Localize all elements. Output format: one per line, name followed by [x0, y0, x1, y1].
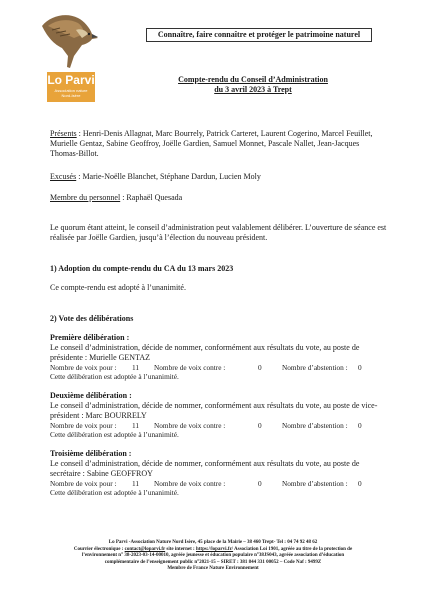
section-1-title: 1) Adoption du compte-rendu du CA du 13 mars 2023	[50, 264, 234, 273]
excuses-paragraph	[50, 172, 388, 182]
deliberation-3-result: Cette délibération est adoptée à l’unanimité.	[50, 488, 179, 497]
votes-contre-label: Nombre de voix contre :	[154, 363, 226, 372]
logo	[47, 72, 95, 102]
votes-contre-value: 0	[258, 421, 262, 430]
section-1-text: Ce compte-rendu est adopté à l’unanimité.	[50, 283, 186, 292]
footer-website-link[interactable]: https://loparvi.fr/	[195, 546, 234, 552]
deliberation-2	[50, 391, 388, 439]
logo-bird-image	[40, 8, 100, 70]
deliberation-2-title: Deuxième délibération :	[50, 391, 132, 400]
title-line-1: Compte-rendu du Conseil d’Administration	[178, 75, 328, 84]
votes-pour-value: 11	[132, 421, 140, 430]
footer-line-5: Membre de France Nature Environnement	[167, 566, 259, 572]
deliberation-1-votes	[50, 363, 388, 372]
personnel-label: Membre du personnel	[50, 193, 121, 202]
presents-paragraph	[50, 129, 388, 159]
votes-contre-value: 0	[258, 363, 262, 372]
quorum-paragraph: Le quorum étant atteint, le conseil d’administration peut valablement délibérer. L’ouverture de séance est réalisée par Joëlle Gardien, jusqu’à l’élection du nouveau président.	[50, 223, 387, 242]
footer-line-2-suffix: Association Loi 1901, agréée au titre de la protection de	[233, 546, 353, 552]
votes-pour-label: Nombre de voix pour :	[50, 363, 117, 372]
title-line-2: du 3 avril 2023 à Trept	[214, 85, 292, 94]
deliberation-3-text: Le conseil d’administration, décide de nommer, conformément aux résultats du vote, au poste de secrétaire : Sabine GEOFFROY	[50, 459, 360, 478]
votes-contre-label: Nombre de voix contre :	[154, 479, 226, 488]
footer-email-prefix: Courrier électronique :	[73, 546, 125, 552]
document-title	[130, 75, 376, 95]
presents-text: : Henri-Denis Allagnat, Marc Bourrely, Patrick Carteret, Laurent Cogerino, Marcel Feuillet, Murielle Gentaz, Sabine Geoffroy, Joëlle Gardien, Samuel Monnet, Pascale Nallet, Jean-Jacques Thomas-Billot.	[50, 129, 373, 158]
votes-pour-label: Nombre de voix pour :	[50, 479, 117, 488]
footer	[0, 540, 426, 573]
footer-website-prefix: site internet :	[165, 546, 196, 552]
footer-line-4: complémentaire de l’enseignement public n°2021-15 – SIRET : 381 844 331 00052 – Code Naf : 9499Z	[104, 559, 322, 565]
deliberation-3-votes	[50, 479, 388, 488]
deliberation-2-votes	[50, 421, 388, 430]
abstention-value: 0	[358, 363, 362, 372]
deliberation-1-result: Cette délibération est adoptée à l’unanimité.	[50, 372, 179, 381]
tagline-box: Connaître, faire connaître et protéger le patrimoine naturel	[146, 28, 372, 42]
excuses-label: Excusés	[50, 172, 77, 181]
deliberation-1-text: Le conseil d’administration, décide de nommer, conformément aux résultats du vote, au poste de présidente : Murielle GENTAZ	[50, 343, 360, 362]
logo-subtitle-2: Nord-Isère	[61, 93, 81, 98]
excuses-text: : Marie-Noëlle Blanchet, Stéphane Dardun, Lucien Moly	[76, 172, 261, 181]
votes-contre-label: Nombre de voix contre :	[154, 421, 226, 430]
footer-line-2	[0, 547, 426, 554]
abstention-label: Nombre d’abstention :	[282, 363, 348, 372]
logo-subtitle-1: Association nature	[54, 88, 88, 93]
deliberation-2-text: Le conseil d’administration, décide de nommer, conformément aux résultats du vote, au poste de vice-président : Marc BOURRELY	[50, 401, 378, 420]
footer-email-link[interactable]: contact@loparvi.fr	[124, 546, 166, 552]
votes-pour-label: Nombre de voix pour :	[50, 421, 117, 430]
votes-contre-value: 0	[258, 479, 262, 488]
deliberation-1	[50, 333, 388, 381]
logo-name: Lo Parvi	[47, 73, 95, 87]
presents-label: Présents	[50, 129, 77, 138]
votes-pour-value: 11	[132, 479, 140, 488]
deliberation-3	[50, 449, 388, 497]
footer-line-3: l’environnement n° 38-2023-03-14-00010, agréée jeunesse et éducation populaire n°38JS043, agréée association d’éducation	[81, 553, 345, 559]
personnel-paragraph	[50, 193, 388, 203]
abstention-value: 0	[358, 479, 362, 488]
votes-pour-value: 11	[132, 363, 140, 372]
deliberation-1-title: Première délibération :	[50, 333, 130, 342]
deliberation-2-result: Cette délibération est adoptée à l’unanimité.	[50, 430, 179, 439]
abstention-label: Nombre d’abstention :	[282, 479, 348, 488]
section-2-title: 2) Vote des délibérations	[50, 314, 134, 323]
abstention-label: Nombre d’abstention :	[282, 421, 348, 430]
deliberation-3-title: Troisième délibération :	[50, 449, 132, 458]
abstention-value: 0	[358, 421, 362, 430]
footer-line-1: Lo Parvi -Association Nature Nord Isère, 45 place de la Mairie – 38 460 Trept- Tel : 04 74 92 48 62	[108, 540, 318, 545]
personnel-text: : Raphaël Quesada	[120, 193, 183, 202]
